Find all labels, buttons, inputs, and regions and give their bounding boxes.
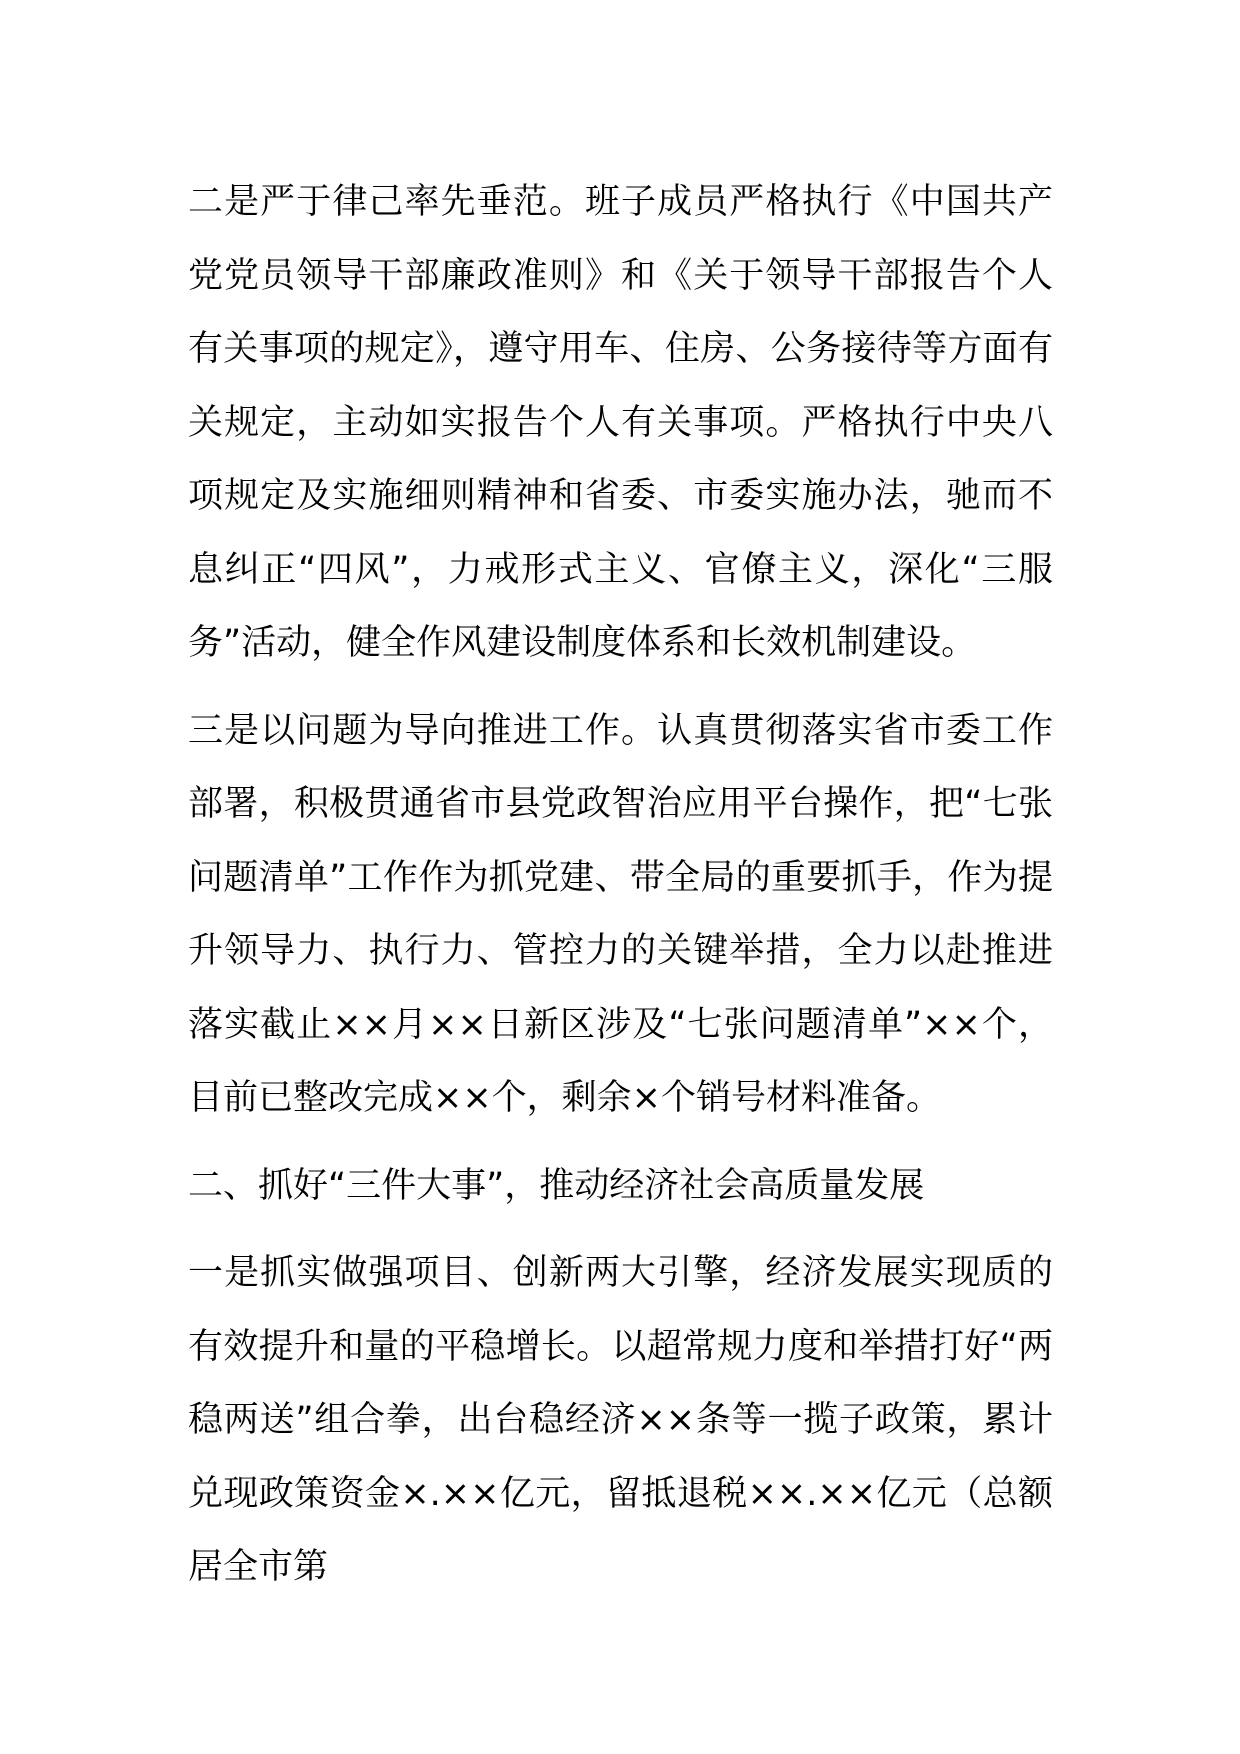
section-heading-three-major-tasks: 二、抓好“三件大事”，推动经济社会高质量发展	[188, 1165, 925, 1206]
paragraph-problem-oriented: 三是以问题为导向推进工作。认真贯彻落实省市委工作部署，积极贯通省市县党政智治应用平台操作，把“七张问题清单”工作作为抓党建、带全局的重要抓手，作为提升领导力、执行力、管控力的关键举措，全力以赴推进落实截止××月××日新区涉及“七张问题清单”××个，目前已整改完成××个，剩余×个销号材料准备。	[188, 710, 1053, 1118]
document-body	[188, 166, 1053, 1605]
paragraph-self-discipline: 二是严于律己率先垂范。班子成员严格执行《中国共产党党员领导干部廉政准则》和《关于领导干部报告个人有关事项的规定》，遵守用车、住房、公务接待等方面有关规定，主动如实报告个人有关事项。严格执行中央八项规定及实施细则精神和省委、市委实施办法，驰而不息纠正“四风”，力戒形式主义、官僚主义，深化“三服务”活动，健全作风建设制度体系和长效机制建设。	[188, 182, 1053, 663]
paragraph-project-innovation: 一是抓实做强项目、创新两大引擎，经济发展实现质的有效提升和量的平稳增长。以超常规力度和举措打好“两稳两送”组合拳，出台稳经济××条等一揽子政策，累计兑现政策资金×.××亿元，留抵退税××.××亿元（总额居全市第	[188, 1253, 1053, 1587]
